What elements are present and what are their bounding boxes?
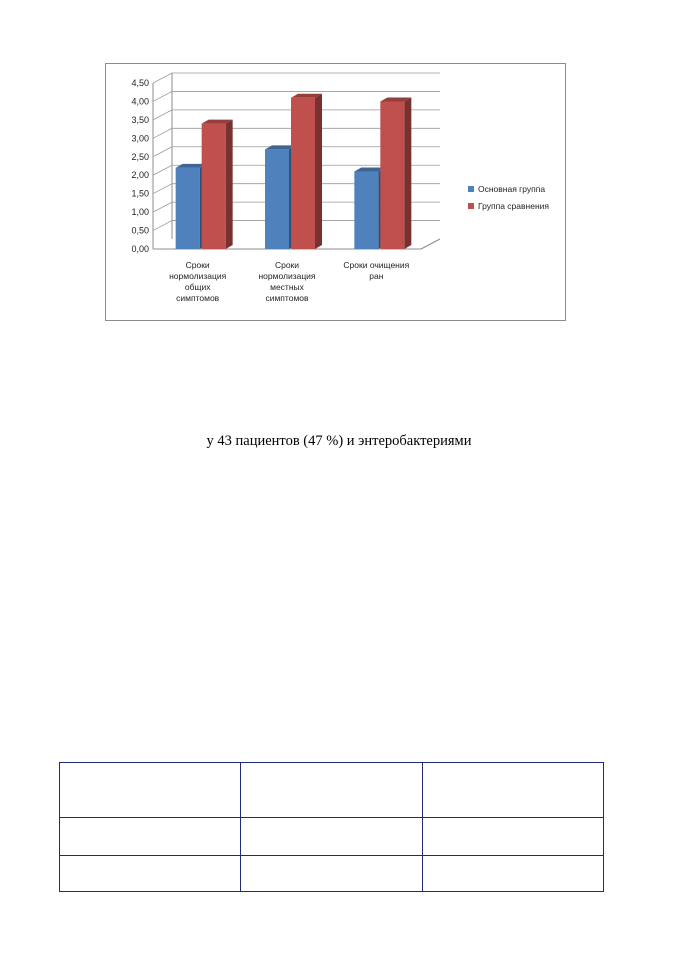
chart-frame	[105, 63, 566, 321]
y-tick-label: 4,00	[131, 96, 149, 107]
y-tick-label: 3,00	[131, 133, 149, 144]
table-cell	[422, 856, 603, 892]
caption-text: у 43 пациентов (47 %) и энтеробактериями	[206, 433, 472, 449]
y-tick-label: 1,00	[131, 207, 149, 218]
table-cell	[241, 763, 422, 818]
bar-front	[354, 172, 378, 249]
bar-comparison-2	[291, 94, 322, 249]
bar-comparison-3	[380, 97, 411, 249]
table-cell	[241, 856, 422, 892]
table-cell	[60, 763, 241, 818]
category-label-line: местных	[270, 282, 304, 292]
category-label-line: Сроки очищения	[343, 260, 410, 270]
category-label-line: Сроки	[274, 260, 300, 270]
table-cell	[60, 856, 241, 892]
table-cell	[241, 818, 422, 856]
legend-swatch-main	[468, 186, 474, 192]
category-label-line: нормолизация	[258, 271, 316, 281]
bar-front	[291, 98, 315, 249]
bar-front	[380, 101, 404, 249]
y-tick-label: 2,50	[131, 151, 149, 162]
y-tick-label: 2,00	[131, 170, 149, 181]
y-tick-label: 0,50	[131, 225, 149, 236]
category-label	[258, 260, 315, 303]
category-label	[169, 260, 226, 303]
data-table	[59, 762, 604, 892]
table-cell	[422, 763, 603, 818]
legend-item-comparison	[468, 197, 549, 214]
legend-swatch-comparison	[468, 203, 474, 209]
table-cell	[422, 818, 603, 856]
category-label-line: симптомов	[176, 293, 220, 303]
category-label-line: Сроки	[185, 260, 210, 270]
y-tick-label: 3,50	[131, 114, 149, 125]
legend-label-comparison: Группа сравнения	[478, 200, 549, 211]
table-row	[60, 856, 604, 892]
y-tick-label: 0,00	[131, 244, 149, 254]
table-cell	[60, 818, 241, 856]
y-tick-label: 1,50	[131, 188, 149, 199]
gridline	[153, 73, 440, 83]
bar-side	[404, 97, 411, 249]
bar-front	[265, 149, 289, 249]
legend-label-main: Основная группа	[478, 183, 546, 194]
bar-front	[202, 124, 226, 249]
table-row	[60, 818, 604, 856]
floor-edge	[421, 239, 440, 249]
legend-item-main	[468, 180, 549, 197]
category-label	[343, 260, 409, 281]
bar-front	[176, 168, 200, 249]
bar-side	[226, 120, 233, 249]
table-row	[60, 763, 604, 818]
chart-legend	[468, 180, 549, 214]
y-tick-label: 4,50	[131, 78, 149, 88]
bar-comparison-1	[202, 120, 233, 249]
category-label-line: ран	[369, 271, 384, 281]
category-label-line: нормолизация	[169, 271, 227, 281]
category-label-line: симптомов	[265, 293, 309, 303]
bar-side	[315, 94, 322, 249]
category-label-line: общих	[184, 282, 211, 292]
